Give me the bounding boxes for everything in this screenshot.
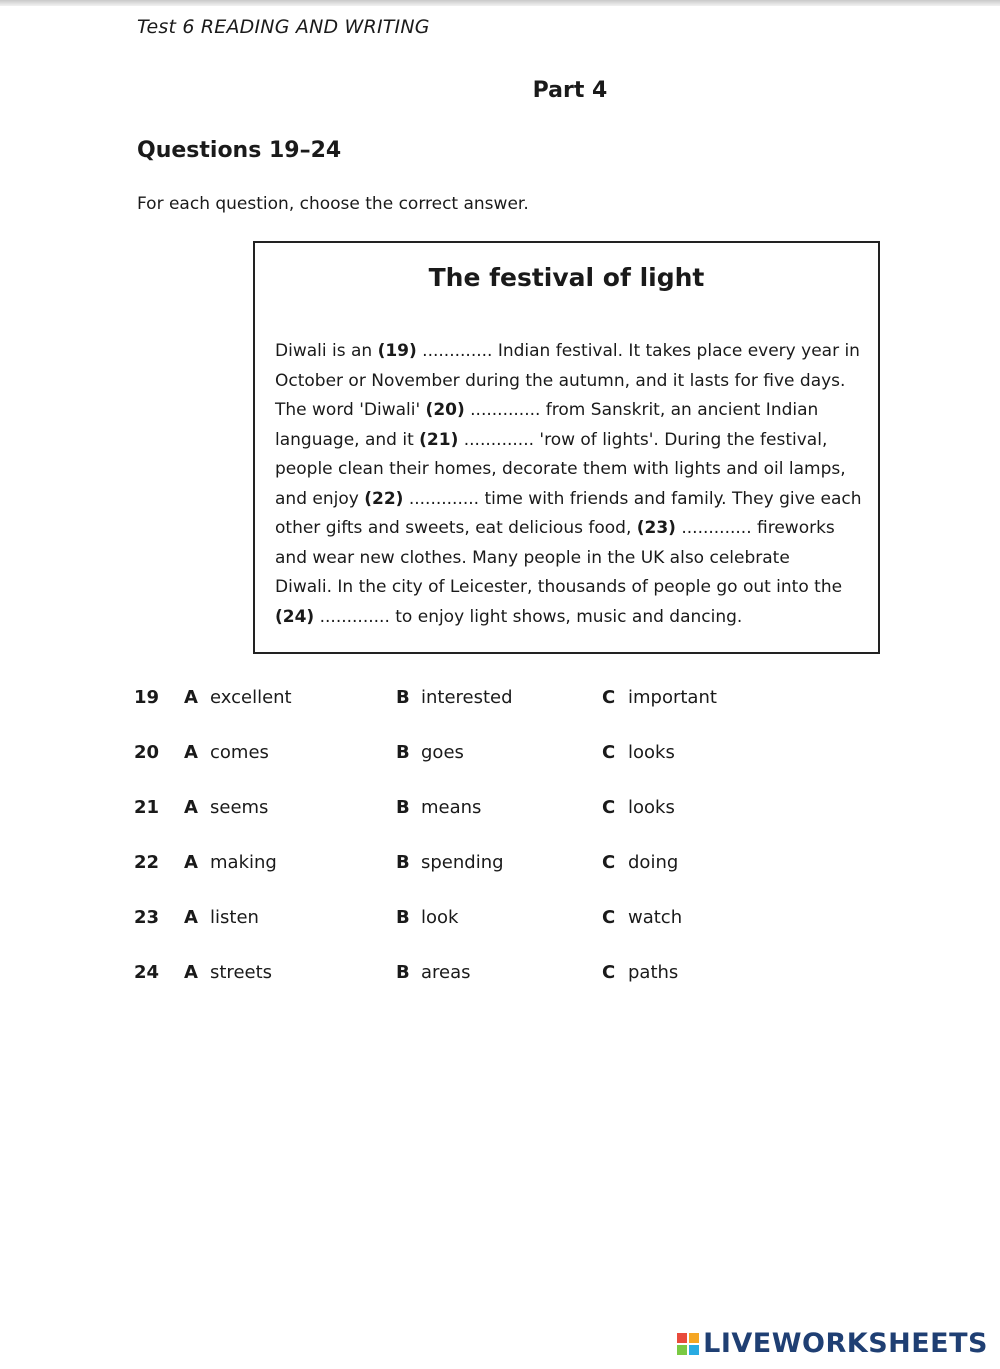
question-number: 21 — [134, 797, 160, 818]
option-c-letter[interactable]: C — [602, 687, 616, 708]
option-c-word[interactable]: doing — [628, 852, 679, 873]
gap-number: (19) — [377, 341, 417, 361]
option-b-letter[interactable]: B — [396, 687, 410, 708]
passage-line: other gifts and sweets, eat delicious food, (23) ............. fireworks — [275, 518, 835, 538]
option-b-word[interactable]: interested — [421, 687, 513, 708]
option-c-word[interactable]: looks — [628, 742, 675, 763]
question-number: 22 — [134, 852, 160, 873]
option-c-letter[interactable]: C — [602, 797, 616, 818]
option-c-letter[interactable]: C — [602, 907, 616, 928]
passage-line: and enjoy (22) ............. time with friends and family. They give each — [275, 488, 862, 509]
option-b-word[interactable]: means — [421, 797, 482, 818]
option-b-letter[interactable]: B — [396, 852, 410, 873]
passage-line: and wear new clothes. Many people in the UK also celebrate — [275, 547, 790, 568]
gap-number: (20) — [425, 400, 465, 420]
liveworksheets-brand[interactable] — [677, 1328, 988, 1359]
option-c-letter[interactable]: C — [602, 742, 616, 763]
passage-line: The word 'Diwali' (20) ............. from Sanskrit, an ancient Indian — [275, 400, 819, 420]
passage-line: October or November during the autumn, and it lasts for five days. — [275, 370, 846, 391]
option-a-word[interactable]: listen — [210, 907, 259, 928]
passage-line: Diwali is an (19) ............. Indian festival. It takes place every year in — [275, 341, 860, 361]
passage-text — [275, 337, 865, 632]
question-number: 20 — [134, 742, 160, 763]
brand-name: LIVEWORKSHEETS — [703, 1328, 988, 1359]
option-b-word[interactable]: spending — [421, 852, 504, 873]
gap-number: (24) — [275, 606, 315, 627]
option-a-letter[interactable]: A — [184, 742, 198, 763]
passage-line: (24) ............. to enjoy light shows, music and dancing. — [275, 606, 743, 627]
top-divider — [0, 0, 1000, 6]
option-b-word[interactable]: look — [421, 907, 459, 928]
question-row-24 — [0, 962, 1000, 992]
option-b-letter[interactable]: B — [396, 797, 410, 818]
option-c-word[interactable]: watch — [628, 907, 683, 928]
gap-number: (22) — [364, 488, 404, 509]
option-a-word[interactable]: streets — [210, 962, 273, 983]
option-a-word[interactable]: comes — [210, 742, 269, 763]
part-title: Part 4 — [532, 78, 608, 103]
passage-line: Diwali. In the city of Leicester, thousands of people go out into the — [275, 577, 843, 597]
question-number: 24 — [134, 962, 160, 983]
option-c-letter[interactable]: C — [602, 962, 616, 983]
question-row-23 — [0, 907, 1000, 937]
question-row-21 — [0, 797, 1000, 827]
test-header: Test 6 READING AND WRITING — [137, 16, 430, 38]
question-row-22 — [0, 852, 1000, 882]
option-b-letter[interactable]: B — [396, 742, 410, 763]
option-b-letter[interactable]: B — [396, 907, 410, 928]
option-c-word[interactable]: important — [628, 687, 717, 708]
question-number: 23 — [134, 907, 160, 928]
option-c-word[interactable]: paths — [628, 962, 679, 983]
option-b-word[interactable]: areas — [421, 962, 471, 983]
option-b-word[interactable]: goes — [421, 742, 464, 763]
option-b-letter[interactable]: B — [396, 962, 410, 983]
passage-box — [253, 241, 880, 654]
option-a-letter[interactable]: A — [184, 907, 198, 928]
questions-range-heading: Questions 19–24 — [137, 138, 342, 163]
question-row-19 — [0, 687, 1000, 717]
question-number: 19 — [134, 687, 160, 708]
option-c-word[interactable]: looks — [628, 797, 675, 818]
gap-number: (23) — [636, 518, 676, 538]
option-a-word[interactable]: seems — [210, 797, 269, 818]
option-a-word[interactable]: making — [210, 852, 277, 873]
passage-line: language, and it (21) ............. 'row of lights'. During the festival, — [275, 429, 828, 450]
option-a-word[interactable]: excellent — [210, 687, 292, 708]
option-a-letter[interactable]: A — [184, 962, 198, 983]
gap-number: (21) — [419, 429, 459, 450]
liveworksheets-logo-icon — [677, 1333, 699, 1355]
option-a-letter[interactable]: A — [184, 687, 198, 708]
option-a-letter[interactable]: A — [184, 852, 198, 873]
passage-line: people clean their homes, decorate them with lights and oil lamps, — [275, 459, 846, 479]
option-c-letter[interactable]: C — [602, 852, 616, 873]
question-row-20 — [0, 742, 1000, 772]
instruction-text: For each question, choose the correct answer. — [137, 194, 529, 214]
option-a-letter[interactable]: A — [184, 797, 198, 818]
passage-title: The festival of light — [428, 263, 705, 292]
